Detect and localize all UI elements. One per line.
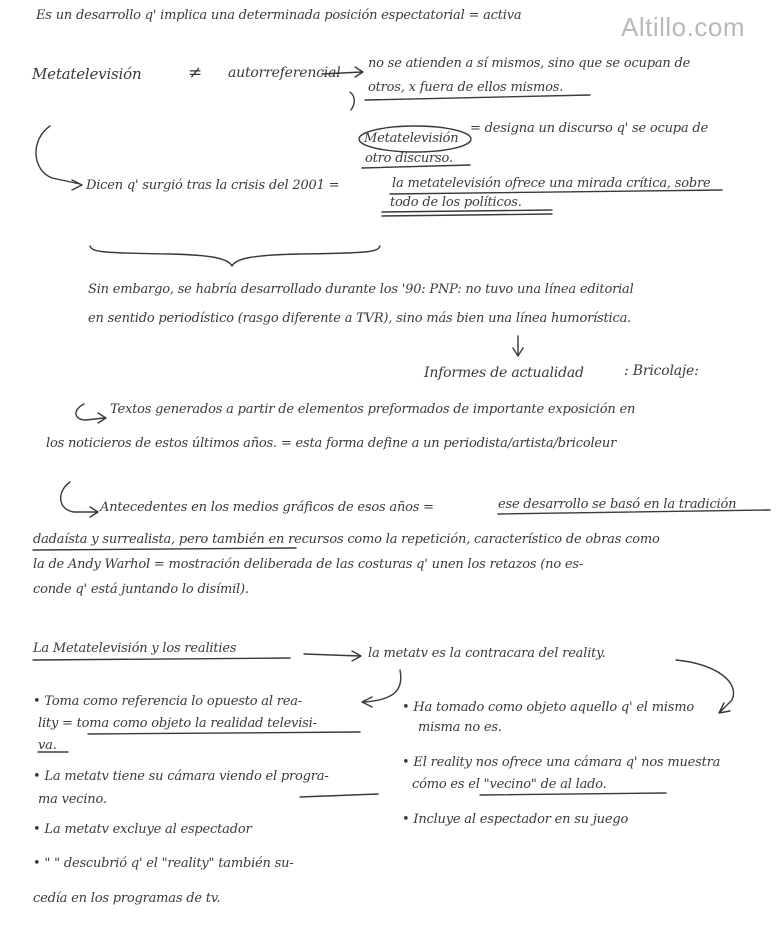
- note-heading: La Metatelevisión y los realities: [33, 641, 237, 656]
- underline-stroke: [382, 210, 552, 212]
- underline-stroke: [480, 793, 666, 795]
- note-line: • Incluye al espectador en su juego: [402, 812, 629, 827]
- underline-stroke: [498, 510, 770, 514]
- arrow-icon: [304, 651, 361, 661]
- note-line: Dicen q' surgió tras la crisis del 2001 =: [86, 178, 340, 193]
- note-line: ma vecino.: [38, 792, 107, 807]
- not-equal-sign: ≠: [188, 63, 203, 83]
- bracket-stroke: [36, 126, 80, 184]
- note-line: Es un desarrollo q' implica una determinada posición espectatorial = activa: [36, 8, 522, 23]
- note-heading: Metatelevisión: [32, 65, 142, 83]
- note-line: • El reality nos ofrece una cámara q' nos muestra: [402, 755, 721, 770]
- arrow-icon: [322, 67, 363, 77]
- note-heading: Metatelevisión: [364, 131, 459, 146]
- underline-stroke: [300, 794, 378, 797]
- note-line: misma no es.: [418, 720, 502, 735]
- note-line: Informes de actualidad: [424, 365, 584, 381]
- note-line: cedía en los programas de tv.: [33, 891, 221, 906]
- arrow-icon: [72, 180, 82, 190]
- arrow-icon: [513, 336, 523, 356]
- note-line: la de Andy Warhol = mostración deliberada de las costuras q' unen los retazos (no es-: [33, 557, 584, 572]
- brace-stroke: [90, 246, 380, 266]
- note-line: los noticieros de estos últimos años. = esta forma define a un periodista/artista/bricoleur: [46, 436, 617, 451]
- note-line: no se atienden a sí mismos, sino que se ocupan de: [368, 56, 691, 71]
- arrow-icon: [61, 482, 98, 517]
- note-line: todo de los políticos.: [390, 195, 522, 210]
- note-line: Sin embargo, se habría desarrollado durante los '90: PNP: no tuvo una línea editorial: [88, 282, 634, 297]
- underline-stroke: [33, 548, 296, 550]
- note-line: va.: [38, 738, 57, 753]
- note-line: en sentido periodístico (rasgo diferente a TVR), sino más bien una línea humorística.: [88, 311, 632, 326]
- arrow-icon: [676, 660, 734, 713]
- note-line: • Ha tomado como objeto aquello q' el mismo: [402, 700, 695, 715]
- note-line: la metatv es la contracara del reality.: [368, 646, 606, 661]
- note-line: conde q' está juntando lo disímil).: [33, 582, 249, 597]
- circle-stroke: [359, 126, 471, 152]
- underline-stroke: [362, 165, 470, 168]
- note-line: • La metatv excluye al espectador: [33, 822, 252, 837]
- note-line: • " " descubrió q' el "reality" también su-: [33, 856, 294, 871]
- note-line: autorreferencial: [228, 65, 341, 81]
- note-line: la metatelevisión ofrece una mirada crítica, sobre: [392, 176, 711, 191]
- note-line: : Bricolaje:: [624, 363, 699, 379]
- note-line: dadaísta y surrealista, pero también en recursos como la repetición, característico de obras como: [33, 532, 660, 547]
- note-line: ese desarrollo se basó en la tradición: [498, 497, 737, 512]
- underline-stroke: [33, 658, 290, 660]
- note-line: • La metatv tiene su cámara viendo el progra-: [33, 769, 329, 784]
- note-line: = designa un discurso q' se ocupa de: [470, 121, 708, 136]
- site-watermark: Altillo.com: [621, 12, 745, 42]
- underline-stroke: [390, 190, 722, 194]
- underline-stroke: [88, 732, 360, 734]
- bracket-stroke: [350, 92, 354, 110]
- note-line: lity = toma como objeto la realidad televisi-: [38, 716, 317, 731]
- note-line: Antecedentes en los medios gráficos de esos años =: [100, 500, 434, 515]
- arrow-icon: [362, 670, 401, 707]
- underline-stroke: [382, 214, 552, 216]
- note-line: otro discurso.: [365, 151, 453, 166]
- underline-stroke: [365, 95, 590, 100]
- note-line: otros, x fuera de ellos mismos.: [368, 80, 564, 95]
- note-line: • Toma como referencia lo opuesto al rea-: [33, 694, 302, 709]
- arrow-icon: [76, 404, 106, 423]
- note-line: Textos generados a partir de elementos preformados de importante exposición en: [110, 402, 636, 417]
- note-line: cómo es el "vecino" de al lado.: [412, 777, 607, 792]
